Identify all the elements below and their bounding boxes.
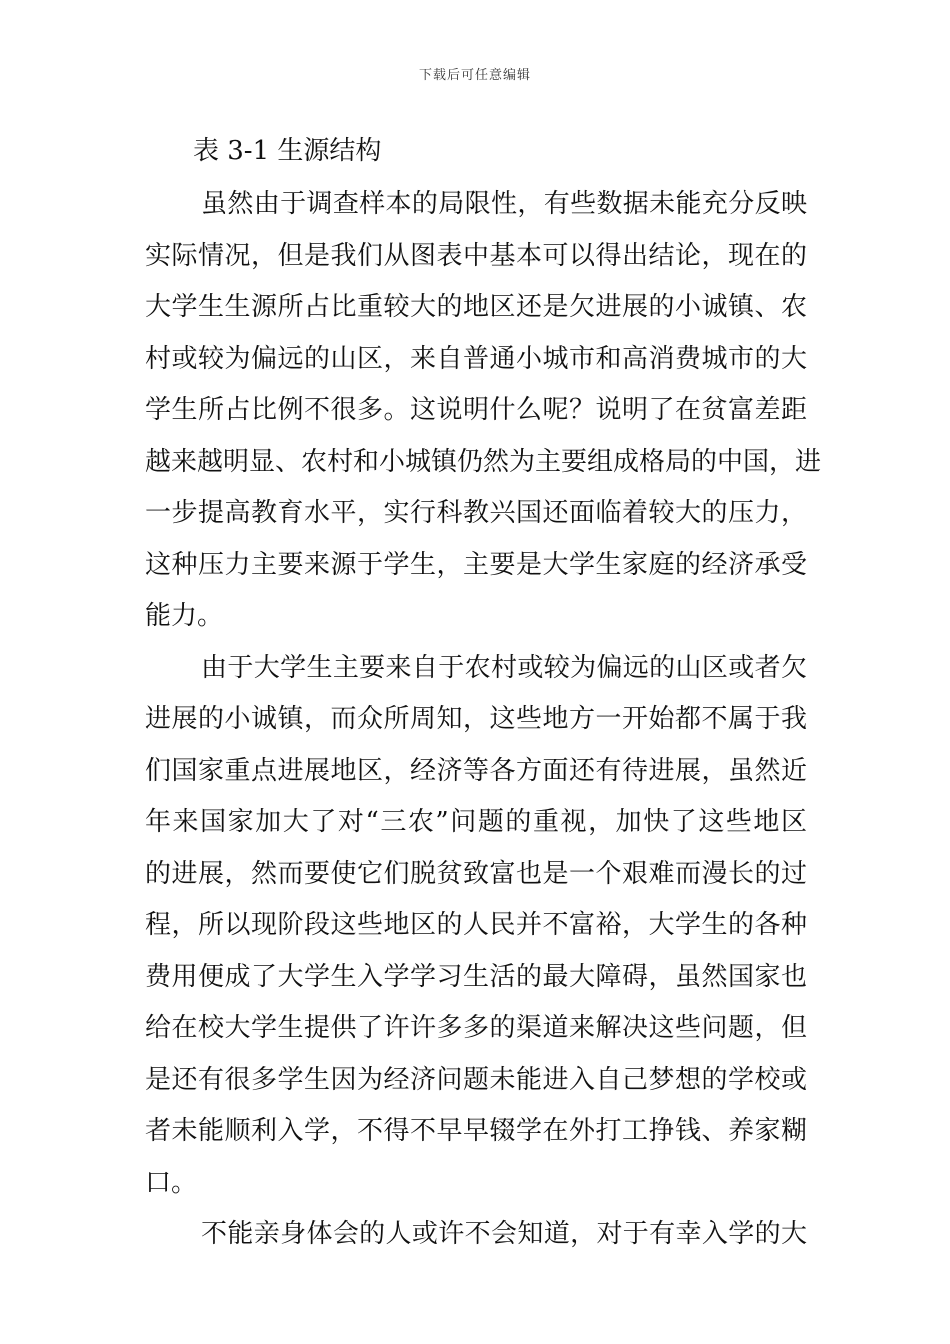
- paragraph-2-line-10: 者未能顺利入学，不得不早早辍学在外打工挣钱、养家糊: [145, 1116, 807, 1146]
- table-caption: 表 3-1 生源结构: [193, 136, 382, 166]
- paragraph-2-line-1: 由于大学生主要来自于农村或较为偏远的山区或者欠: [201, 652, 807, 683]
- paragraph-2-line-8: 给在校大学生提供了许许多多的渠道来解决这些问题，但: [145, 1013, 807, 1043]
- paragraph-2-line-11: 口。: [145, 1167, 198, 1198]
- paragraph-2-line-6: 程，所以现阶段这些地区的人民并不富裕，大学生的各种: [145, 910, 807, 940]
- paragraph-3-line-1: 不能亲身体会的人或许不会知道，对于有幸入学的大: [201, 1219, 807, 1249]
- page-header: 下载后可任意编辑: [418, 68, 531, 83]
- paragraph-2-line-2: 进展的小诚镇，而众所周知，这些地方一开始都不属于我: [145, 704, 807, 734]
- paragraph-2-line-4: 年来国家加大了对“三农”问题的重视，加快了这些地区: [145, 807, 807, 837]
- paragraph-1-line-8: 这种压力主要来源于学生，主要是大学生家庭的经济承受: [145, 549, 807, 580]
- paragraph-1-line-6: 越来越明显、农村和小城镇仍然为主要组成格局的中国，进: [145, 446, 822, 477]
- paragraph-1-line-9: 能力。: [145, 601, 224, 631]
- paragraph-2-line-3: 们国家重点进展地区，经济等各方面还有待进展，虽然近: [145, 755, 807, 786]
- paragraph-2-line-9: 是还有很多学生因为经济问题未能进入自己梦想的学校或: [145, 1064, 807, 1095]
- paragraph-1-line-4: 村或较为偏远的山区，来自普通小城市和高消费城市的大: [145, 343, 807, 374]
- paragraph-1-line-5: 学生所占比例不很多。这说明什么呢？说明了在贫富差距: [145, 395, 807, 425]
- document-body: [145, 179, 822, 1261]
- paragraph-1-line-7: 一步提高教育水平，实行科教兴国还面临着较大的压力，: [145, 498, 807, 528]
- paragraph-2-line-5: 的进展，然而要使它们脱贫致富也是一个艰难而漫长的过: [145, 858, 807, 889]
- paragraph-2-line-7: 费用便成了大学生入学学习生活的最大障碍，虽然国家也: [145, 961, 807, 992]
- paragraph-1-line-3: 大学生生源所占比重较大的地区还是欠进展的小诚镇、农: [145, 292, 807, 322]
- paragraph-1-line-1: 虽然由于调查样本的局限性，有些数据未能充分反映: [201, 189, 807, 219]
- paragraph-1-line-2: 实际情况，但是我们从图表中基本可以得出结论，现在的: [145, 240, 807, 271]
